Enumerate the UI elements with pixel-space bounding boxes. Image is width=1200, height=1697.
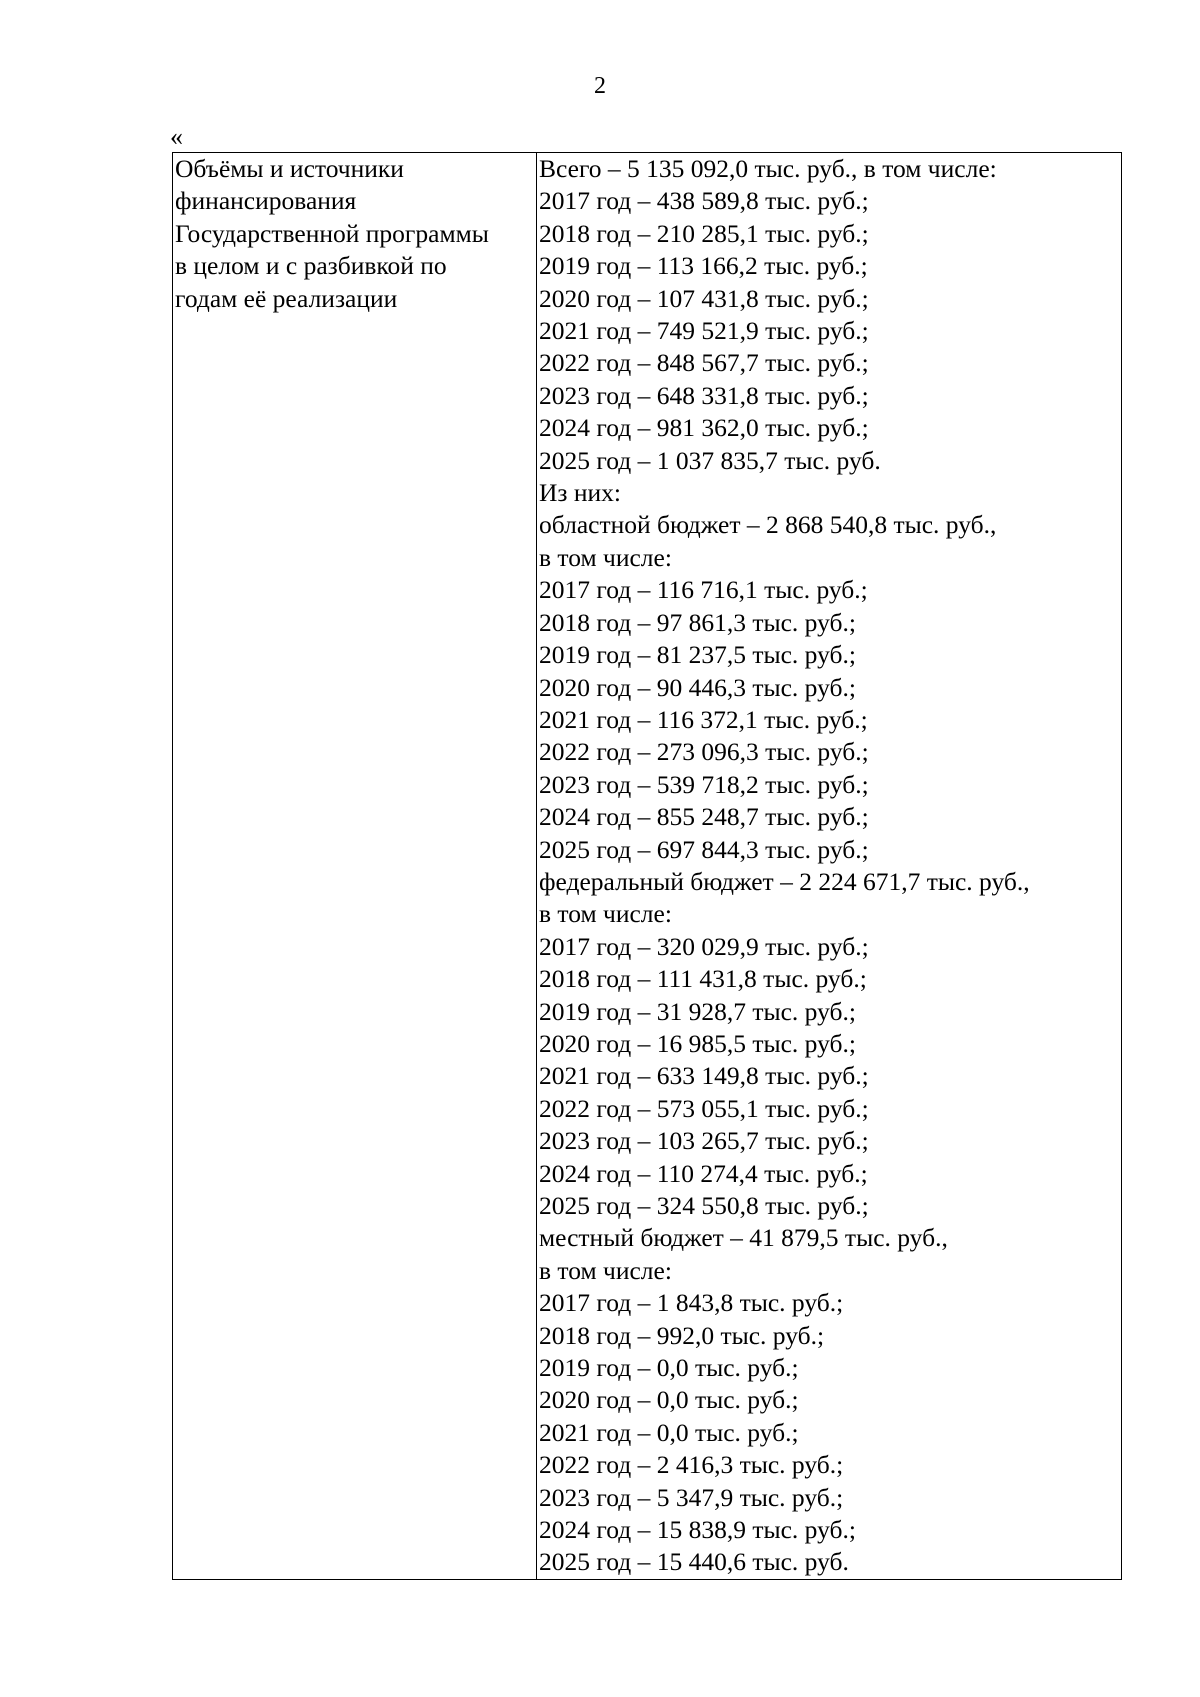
year-line: 2023 год – 648 331,8 тыс. руб.;	[539, 380, 869, 410]
year-line: 2025 год – 15 440,6 тыс. руб.	[539, 1547, 849, 1577]
opening-quote-mark: «	[170, 122, 183, 151]
year-line: 2019 год – 0,0 тыс. руб.;	[539, 1353, 799, 1383]
year-line: 2025 год – 324 550,8 тыс. руб.;	[539, 1191, 869, 1220]
table-row	[173, 153, 1122, 1580]
financing-values-cell	[537, 153, 1122, 1580]
year-line: 2017 год – 320 029,9 тыс. руб.;	[539, 931, 869, 961]
year-line: 2024 год – 15 838,9 тыс. руб.;	[539, 1515, 856, 1545]
year-line: 2022 год – 573 055,1 тыс. руб.;	[539, 1093, 869, 1123]
year-line: 2025 год – 697 844,3 тыс. руб.;	[539, 834, 869, 864]
financing-label-cell	[173, 153, 537, 1580]
financing-table	[172, 152, 1122, 1580]
year-line: 2024 год – 110 274,4 тыс. руб.;	[539, 1158, 868, 1188]
year-line: 2017 год – 1 843,8 тыс. руб.;	[539, 1288, 844, 1318]
year-line: 2023 год – 539 718,2 тыс. руб.;	[539, 769, 869, 799]
year-line: 2021 год – 749 521,9 тыс. руб.;	[539, 316, 869, 346]
year-line: 2023 год – 103 265,7 тыс. руб.;	[539, 1126, 869, 1156]
local-budget-line: местный бюджет – 41 879,5 тыс. руб.,	[539, 1223, 948, 1253]
year-line: 2022 год – 2 416,3 тыс. руб.;	[539, 1450, 844, 1480]
label-line: Объёмы и источники	[175, 154, 404, 183]
year-line: 2018 год – 992,0 тыс. руб.;	[539, 1320, 825, 1350]
subheading-line: в том числе:	[539, 1255, 672, 1285]
total-line: Всего – 5 135 092,0 тыс. руб., в том числе:	[539, 154, 997, 183]
page-number: 2	[594, 73, 606, 99]
year-line: 2020 год – 107 431,8 тыс. руб.;	[539, 283, 869, 313]
year-line: 2022 год – 273 096,3 тыс. руб.;	[539, 737, 869, 767]
year-line: 2018 год – 97 861,3 тыс. руб.;	[539, 607, 856, 637]
year-line: 2017 год – 438 589,8 тыс. руб.;	[539, 186, 869, 216]
year-line: 2022 год – 848 567,7 тыс. руб.;	[539, 348, 869, 378]
year-line: 2018 год – 210 285,1 тыс. руб.;	[539, 218, 869, 248]
regional-budget-line: областной бюджет – 2 868 540,8 тыс. руб.,	[539, 510, 997, 540]
year-line: 2019 год – 81 237,5 тыс. руб.;	[539, 640, 856, 670]
subheading-line: в том числе:	[539, 542, 672, 572]
year-line: 2020 год – 90 446,3 тыс. руб.;	[539, 672, 856, 702]
label-line: в целом и с разбивкой по	[175, 251, 447, 281]
federal-budget-line: федеральный бюджет – 2 224 671,7 тыс. руб.,	[539, 866, 1030, 896]
year-line: 2019 год – 113 166,2 тыс. руб.;	[539, 251, 868, 281]
label-line: Государственной программы	[175, 218, 489, 248]
year-line: 2023 год – 5 347,9 тыс. руб.;	[539, 1482, 844, 1512]
year-line: 2020 год – 0,0 тыс. руб.;	[539, 1385, 799, 1415]
year-line: 2018 год – 111 431,8 тыс. руб.;	[539, 964, 867, 994]
year-line: 2017 год – 116 716,1 тыс. руб.;	[539, 575, 868, 605]
year-line: 2024 год – 981 362,0 тыс. руб.;	[539, 413, 869, 443]
year-line: 2021 год – 0,0 тыс. руб.;	[539, 1417, 799, 1447]
subheading-line: Из них:	[539, 478, 621, 508]
year-line: 2019 год – 31 928,7 тыс. руб.;	[539, 996, 856, 1026]
subheading-line: в том числе:	[539, 899, 672, 929]
label-line: финансирования	[175, 186, 357, 216]
year-line: 2020 год – 16 985,5 тыс. руб.;	[539, 1028, 856, 1058]
year-line: 2025 год – 1 037 835,7 тыс. руб.	[539, 445, 881, 475]
year-line: 2021 год – 633 149,8 тыс. руб.;	[539, 1061, 869, 1091]
year-line: 2024 год – 855 248,7 тыс. руб.;	[539, 802, 869, 832]
label-line: годам её реализации	[175, 283, 398, 313]
year-line: 2021 год – 116 372,1 тыс. руб.;	[539, 704, 868, 734]
